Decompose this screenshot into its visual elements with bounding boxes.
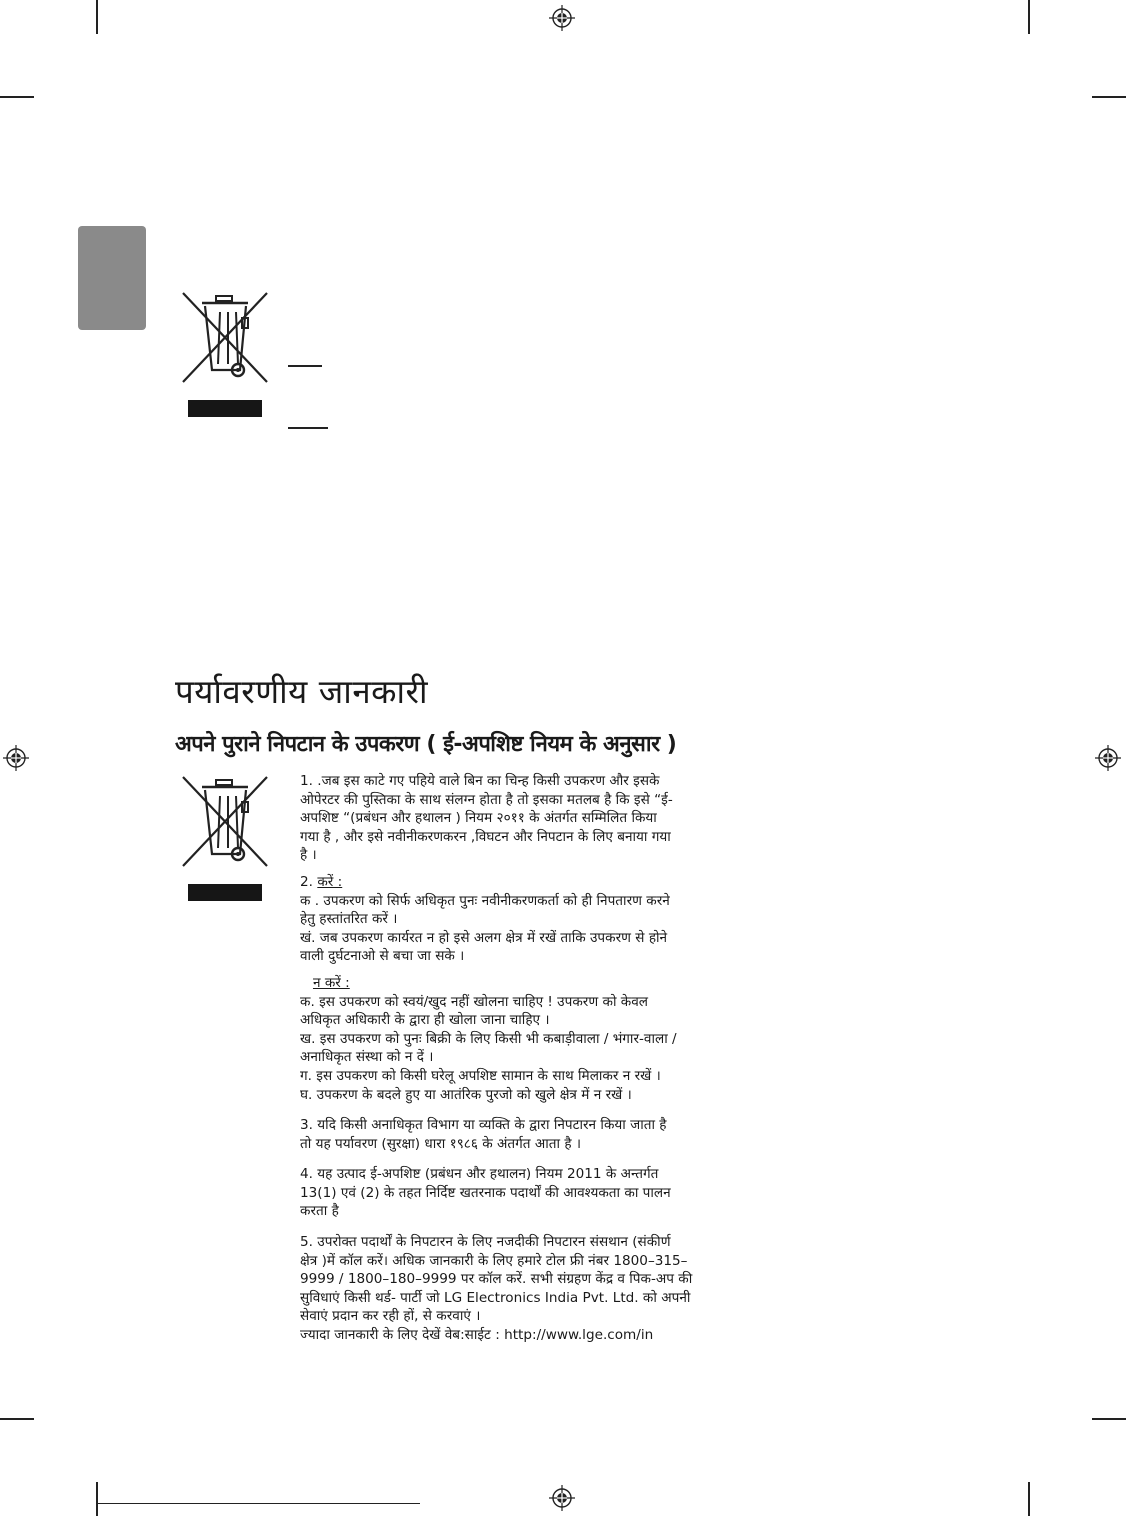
text-line: 9999 / 1800–180–9999 पर कॉल करें. सभी संग्रहण केंद्र व पिक-अप की — [300, 1271, 693, 1288]
divider — [288, 427, 328, 429]
text-line: क . उपकरण को सिर्फ अधिकृत पुनः नवीनीकरणकर्ता को ही निपतारण करने — [300, 892, 670, 909]
crop-mark — [1092, 1418, 1126, 1420]
crop-mark — [96, 0, 98, 34]
crossed-out-wheelie-bin-icon — [180, 774, 270, 870]
weee-black-bar — [188, 400, 262, 417]
text-line: ख. इस उपकरण को पुनः बिक्री के लिए किसी भी कबाड़ीवाला / भंगार-वाला / — [300, 1030, 677, 1047]
text-line: अपशिष्ट “(प्रबंधन और हथालन ) नियम २०११ के अंतर्गत सम्मिलित किया — [300, 810, 657, 827]
language-tab — [78, 226, 146, 330]
text-line: गया है , और इसे नवीनीकरणकरन ,विघटन और निपटान के लिए बनाया गया — [300, 828, 671, 845]
crop-mark — [1028, 1482, 1030, 1516]
crop-mark — [96, 1482, 98, 1516]
dos-number: 2. — [300, 873, 313, 890]
weee-black-bar — [188, 884, 262, 901]
crop-mark — [0, 96, 34, 98]
registration-mark-icon — [2, 744, 30, 772]
text-line: क्षेत्र )में कॉल करें। अधिक जानकारी के लिए हमारे टोल फ्री नंबर 1800–315– — [300, 1252, 688, 1269]
crossed-out-wheelie-bin-icon — [180, 290, 270, 386]
text-line: तो यह पर्यावरण (सुरक्षा) धारा १९८६ के अंतर्गत आता है । — [300, 1135, 582, 1152]
section-subtitle: अपने पुराने निपटान के उपकरण ( ई-अपशिष्ट नियम के अनुसार ) — [175, 732, 677, 757]
divider — [288, 365, 322, 367]
donts-heading-label: न करें : — [312, 974, 350, 991]
text-line: सेवाएं प्रदान कर रही हों, से करवाएं । — [300, 1308, 481, 1325]
text-line: अनाधिकृत संस्था को न दें । — [300, 1049, 434, 1066]
text-line: खं. जब उपकरण कार्यरत न हो इसे अलग क्षेत्र में रखें ताकि उपकरण से होने — [300, 929, 668, 946]
crop-mark — [1028, 0, 1030, 34]
text-line: 13(1) एवं (2) के तहत निर्दिष्ट खतरनाक पदार्थों की आवश्यकता का पालन — [300, 1184, 671, 1201]
dos-heading-label: करें : — [317, 873, 343, 890]
text-line: वाली दुर्घटनाओ से बचा जा सके । — [300, 948, 465, 965]
text-line: 5. उपरोक्त पदार्थों के निपटारन के लिए नजदीकी निपटारन संसथान (संकीर्ण — [300, 1234, 671, 1251]
website-line: ज्यादा जानकारी के लिए देखें वेब:साईट : http://www.lge.com/in — [300, 1327, 654, 1344]
text-line: सुविधाएं किसी थर्ड- पार्टी जो LG Electronics India Pvt. Ltd. को अपनी — [300, 1289, 691, 1306]
text-line: 3. यदि किसी अनाधिकृत विभाग या व्यक्ति के द्वारा निपटारन किया जाता है — [300, 1117, 667, 1134]
text-line: घ. उपकरण के बदले हुए या आतंरिक पुरजो को खुले क्षेत्र में न रखें । — [300, 1086, 632, 1103]
dos-heading — [300, 873, 786, 892]
page-title: पर्यावरणीय जानकारी — [175, 672, 429, 711]
text-line: ओपेरटर की पुस्तिका के साथ संलग्न होता है तो इसका मतलब है कि इसे “ई- — [300, 791, 673, 808]
registration-mark-icon — [548, 4, 576, 32]
text-line: 1. .जब इस काटे गए पहिये वाले बिन का चिन्ह किसी उपकरण और इसके — [300, 773, 660, 789]
text-line: अधिकृत अधिकारी के द्वारा ही खोला जाना चाहिए । — [300, 1012, 550, 1029]
crop-mark — [1092, 96, 1126, 98]
crop-mark — [96, 1503, 420, 1504]
text-line: है । — [300, 847, 317, 864]
text-line: हेतु हस्तांतरित करें । — [300, 911, 398, 928]
text-line: 4. यह उत्पाद ई-अपशिष्ट (प्रबंधन और हथालन) नियम 2011 के अन्तर्गत — [300, 1166, 659, 1183]
donts-heading — [300, 974, 786, 993]
text-line: क. इस उपकरण को स्वयं/खुद नहीं खोलना चाहिए ! उपकरण को केवल — [300, 993, 649, 1010]
text-line: ग. इस उपकरण को किसी घरेलू अपशिष्ट सामान के साथ मिलाकर न रखें । — [300, 1067, 661, 1084]
registration-mark-icon — [1094, 744, 1122, 772]
crop-mark — [0, 1418, 34, 1420]
disposal-instructions — [300, 772, 786, 1345]
registration-mark-icon — [548, 1484, 576, 1512]
text-line: करता है — [300, 1203, 339, 1220]
